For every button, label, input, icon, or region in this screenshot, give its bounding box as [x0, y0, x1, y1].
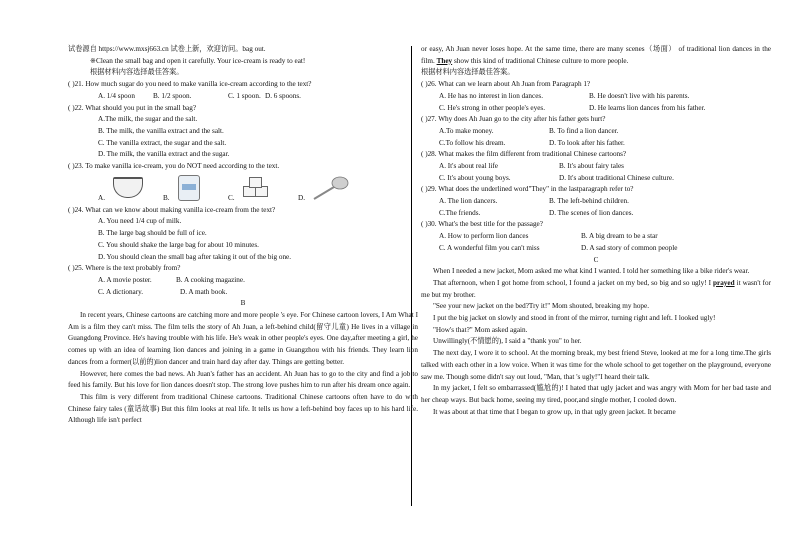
q23-label-d: D.: [298, 193, 305, 202]
q21-option-a: A. 1/4 spoon: [98, 91, 135, 100]
q26-options-row2: [421, 103, 771, 115]
q23-label-a: A.: [98, 193, 105, 202]
q27-option-a: A.To make money.: [439, 126, 494, 135]
q28-option-b: B. It's about fairy tales: [559, 161, 624, 170]
passage-b-paragraph-3: This film is very different from traditional Chinese cartoons. Traditional Chinese cartoons often have to do with Chinese fairy tales (童话故事) But this film looks at real life. It tells us how a left-behind boy faces up to his hard life. Although life isn't perfect: [68, 392, 418, 425]
q25-option-c: C. A dictionary.: [98, 287, 144, 296]
passage-c-paragraph-5: "How's that?" Mom asked again.: [433, 325, 528, 334]
section-b-heading: B: [240, 299, 246, 308]
q29-option-d: D. The scenes of lion dances.: [549, 208, 634, 217]
passage-c-paragraph-3: "See your new jacket on the bed?Try it!" Mom shouted, breaking my hope.: [433, 302, 649, 311]
q27-option-b: B. To find a lion dancer.: [549, 126, 619, 135]
question-30: ( )30. What's the best title for the passage?: [421, 220, 543, 229]
q25-options-row2: [68, 287, 418, 299]
q29-options-row2: [421, 208, 771, 220]
q22-option-a: A.The milk, the sugar and the salt.: [98, 115, 198, 124]
q30-option-a: A. How to perform lion dances: [439, 232, 529, 241]
q26-option-b: B. He doesn't live with his parents.: [589, 91, 690, 100]
passage-c-p2-start: That afternoon, when I got home from school, I found a jacket on my bed, so big and so ugly! I: [433, 278, 712, 287]
q28-options-row2: [421, 173, 771, 185]
q24-option-b: B. The large bag should be full of ice.: [98, 229, 207, 238]
question-22: ( )22. What should you put in the small bag?: [68, 103, 197, 112]
underlined-word-they: They: [436, 56, 453, 65]
q22-option-c: C. The vanilla extract, the sugar and the salt.: [98, 138, 227, 147]
q27-options-row2: [421, 138, 771, 150]
q25-option-d: D. A math book.: [180, 287, 228, 296]
q29-option-b: B. The left-behind children.: [549, 197, 629, 206]
passage-c-paragraph-7: The next day, I wore it to school. At the morning break, my best friend Steve, looked at me for a long time.The girls talked with each other in a low voice. When it was time for the whole school to get together on the playground, everyone saw me. Though some didn't say out loud, "Man, that 's ugly!"I heard their talk.: [421, 349, 771, 381]
q30-option-d: D. A sad story of common people: [581, 243, 678, 252]
q26-option-c: C. He's strong in other people's eyes.: [439, 103, 545, 112]
q24-option-d: D. You should clean the small bag after taking it out of the big one.: [98, 252, 292, 261]
q29-options-row1: [421, 196, 771, 208]
plastic-bag-icon: [178, 175, 200, 201]
q25-options-row1: [68, 275, 418, 287]
q23-label-c: C.: [228, 193, 235, 202]
spoon-icon: [310, 175, 350, 201]
q24-option-c: C. You should shake the large bag for about 10 minutes.: [98, 240, 259, 249]
question-25: ( )25. Where is the text probably from?: [68, 264, 181, 273]
passage-c-p2-end: it wasn't for me but my brother.: [421, 278, 772, 299]
ice-cubes-icon: [243, 177, 269, 197]
passage-b-end-1: or easy, Ah Juan never loses hope. At the same time, there are many scenes（场面） of traditional lion dances in the film.: [421, 45, 771, 65]
passage-b-paragraph-2: However, here comes the bad news. Ah Juan's father has an accident. Ah Juan has to go to the city and find a job to feed his family. But his love for lion dances doesn't stop. The strong love pushes him to run after his dream once again.: [68, 369, 418, 390]
q27-options-row1: [421, 126, 771, 138]
source-line: 试卷源自 https://www.mxsj663.cn 试卷上新，欢迎访问。bag out.: [68, 45, 266, 53]
passage-b-paragraph-1: In recent years, Chinese cartoons are catching more and more people 's eye. For Chinese cartoon lovers, I Am What I Am is a film they can't miss. The film tells the story of Ah Juan, a left-behind child(留守儿童) He lives in a village in Guangdong Province. He's having trouble with his life. He's weak in other people's eyes. One day,after meeting a girl, he comes up with an idea of learning lion dances and joining in a game in Guangzhou with his friends. They learn lion dances from a former(以前的)lion dancer and train hard day after day. Things are getting better.: [68, 311, 418, 366]
q28-option-c: C. It's about young boys.: [439, 173, 511, 182]
q26-option-a: A. He has no interest in lion dances.: [439, 91, 543, 100]
q30-options-row1: [421, 231, 771, 243]
q23-pictures: [68, 175, 418, 205]
q23-label-b: B.: [163, 193, 170, 202]
q28-option-a: A. It's about real life: [439, 161, 498, 170]
q27-option-c: C.To follow his dream.: [439, 138, 506, 147]
question-21: ( )21. How much sugar do you need to make vanilla ice-cream according to the text?: [68, 80, 312, 89]
q28-option-d: D. It's about traditional Chinese culture.: [559, 173, 674, 182]
q29-option-c: C.The friends.: [439, 208, 481, 217]
q29-option-a: A. The lion dancers.: [439, 197, 498, 206]
q21-options: [68, 91, 418, 103]
q21-option-d: D. 6 spoons.: [265, 91, 301, 100]
passage-c-paragraph-9: It was about at that time that I began to grow up, in that ugly green jacket. It became: [433, 407, 676, 416]
left-column: [68, 44, 418, 427]
task-heading: 根据材料内容选择最佳答案。: [90, 68, 184, 77]
task-heading-2: 根据材料内容选择最佳答案。: [421, 68, 515, 77]
q30-option-b: B. A big dream to be a star: [581, 232, 658, 241]
q25-option-b: B. A cooking magazine.: [176, 275, 245, 284]
q24-option-a: A. You need 1/4 cup of milk.: [98, 217, 182, 226]
question-23: ( )23. To make vanilla ice-cream, you do NOT need according to the text.: [68, 162, 280, 171]
question-28: ( )28. What makes the film different from traditional Chinese cartoons?: [421, 150, 627, 159]
q22-option-d: D. The milk, the vanilla extract and the sugar.: [98, 150, 230, 159]
q30-option-c: C. A wonderful film you can't miss: [439, 243, 540, 252]
q26-options-row1: [421, 91, 771, 103]
passage-c-paragraph-6: Unwillingly(不情愿的), I said a "thank you" to her.: [433, 337, 582, 346]
passage-c-paragraph-2: [421, 278, 771, 301]
q30-options-row2: [421, 243, 771, 255]
passage-b-continuation: [421, 44, 771, 67]
q21-option-c: C. 1 spoon.: [228, 91, 261, 100]
q28-options-row1: [421, 161, 771, 173]
question-27: ( )27. Why does Ah Juan go to the city after his father gets hurt?: [421, 115, 606, 124]
q21-option-b: B. 1/2 spoon.: [153, 91, 192, 100]
passage-c-paragraph-8: In my jacket, I felt so embarrassed(尴尬的)! I hated that ugly jacket and was angry with Mom for her bad taste and her cheap ways. But back home, seeing my tired, poor,and single mother, I cooled down.: [421, 384, 771, 404]
q27-option-d: D. To look after his father.: [549, 138, 625, 147]
passage-b-end-2: show this kind of traditional Chinese culture to more people.: [453, 56, 629, 65]
instruction-line: ※Clean the small bag and open it carefully. Your ice-cream is ready to eat!: [90, 56, 306, 65]
passage-c-paragraph-4: I put the big jacket on slowly and stood in front of the mirror, turning right and left. I looked ugly!: [433, 314, 716, 323]
q26-option-d: D. He learns lion dances from his father.: [589, 103, 706, 112]
underlined-word-prayed: prayed: [713, 278, 735, 287]
q25-option-a: A. A movie poster.: [98, 275, 152, 284]
q22-option-b: B. The milk, the vanilla extract and the salt.: [98, 126, 224, 135]
bowl-icon: [113, 177, 143, 198]
passage-c-paragraph-1: When I needed a new jacket, Mom asked me what kind I wanted. I told her something like a bike rider's wear.: [433, 267, 750, 276]
right-column: [421, 44, 771, 418]
section-c-heading: C: [593, 255, 599, 264]
question-24: ( )24. What can we know about making vanilla ice-cream from the text?: [68, 205, 276, 214]
question-26: ( )26. What can we learn about Ah Juan from Paragraph 1?: [421, 80, 591, 89]
question-29: ( )29. What does the underlined word"They" in the lastparagraph refer to?: [421, 185, 634, 194]
